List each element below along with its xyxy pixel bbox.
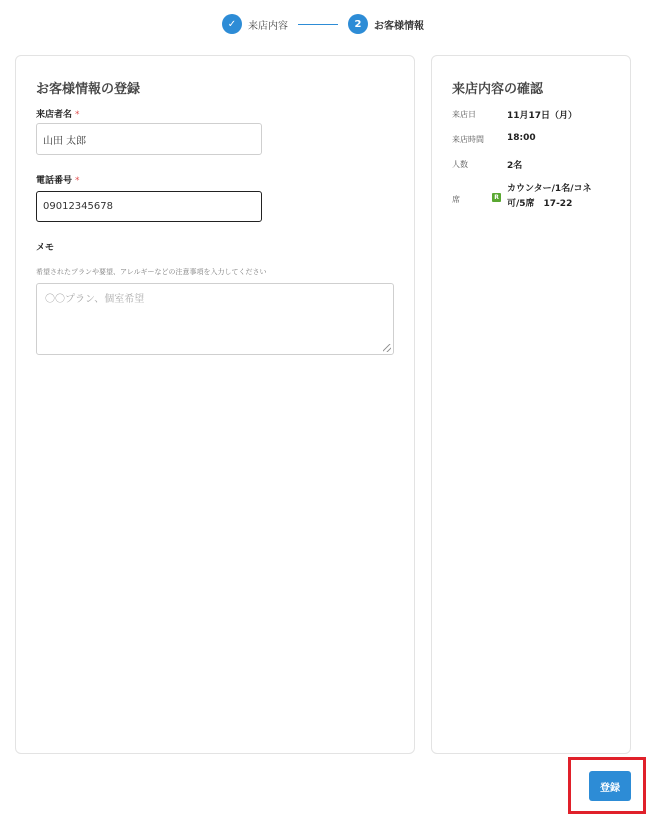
people-value: 2名 bbox=[507, 161, 523, 171]
phone-label-text: 電話番号 bbox=[36, 176, 73, 186]
seat-label: 席 bbox=[452, 195, 460, 204]
phone-input[interactable]: 09012345678 bbox=[36, 191, 262, 222]
time-value: 18:00 bbox=[507, 133, 536, 143]
resize-handle-icon[interactable] bbox=[383, 344, 391, 352]
check-icon: ✓ bbox=[222, 14, 242, 34]
seat-value: カウンター/1名/コネ可/5席 17-22 bbox=[507, 184, 592, 209]
step-connector bbox=[298, 24, 338, 25]
name-label bbox=[36, 107, 80, 120]
memo-label: メモ bbox=[36, 243, 55, 253]
seat-type-icon: R bbox=[492, 193, 501, 202]
step-label-customer: お客様情報 bbox=[374, 20, 424, 32]
form-title: お客様情報の登録 bbox=[36, 82, 141, 97]
date-value: 11月17日（月） bbox=[507, 111, 578, 121]
memo-textarea[interactable] bbox=[36, 283, 394, 355]
date-label: 来店日 bbox=[452, 110, 476, 119]
memo-placeholder: 〇〇プラン、個室希望 bbox=[45, 294, 145, 305]
name-label-text: 来店者名 bbox=[36, 110, 73, 120]
memo-hint: 希望されたプランや要望、アレルギーなどの注意事項を入力してください bbox=[36, 268, 267, 276]
submit-button[interactable]: 登録 bbox=[589, 771, 631, 801]
name-input[interactable]: 山田 太郎 bbox=[36, 123, 262, 155]
time-label: 来店時間 bbox=[452, 135, 484, 144]
phone-label bbox=[36, 173, 80, 186]
step-label-visit: 来店内容 bbox=[248, 20, 288, 32]
customer-form-card bbox=[15, 55, 415, 754]
step-number-2: 2 bbox=[348, 14, 368, 34]
people-label: 人数 bbox=[452, 160, 468, 169]
visit-confirm-card bbox=[431, 55, 631, 754]
required-mark: * bbox=[75, 176, 80, 186]
stepper bbox=[222, 12, 424, 36]
required-mark: * bbox=[75, 110, 80, 120]
confirm-title: 来店内容の確認 bbox=[452, 82, 544, 97]
